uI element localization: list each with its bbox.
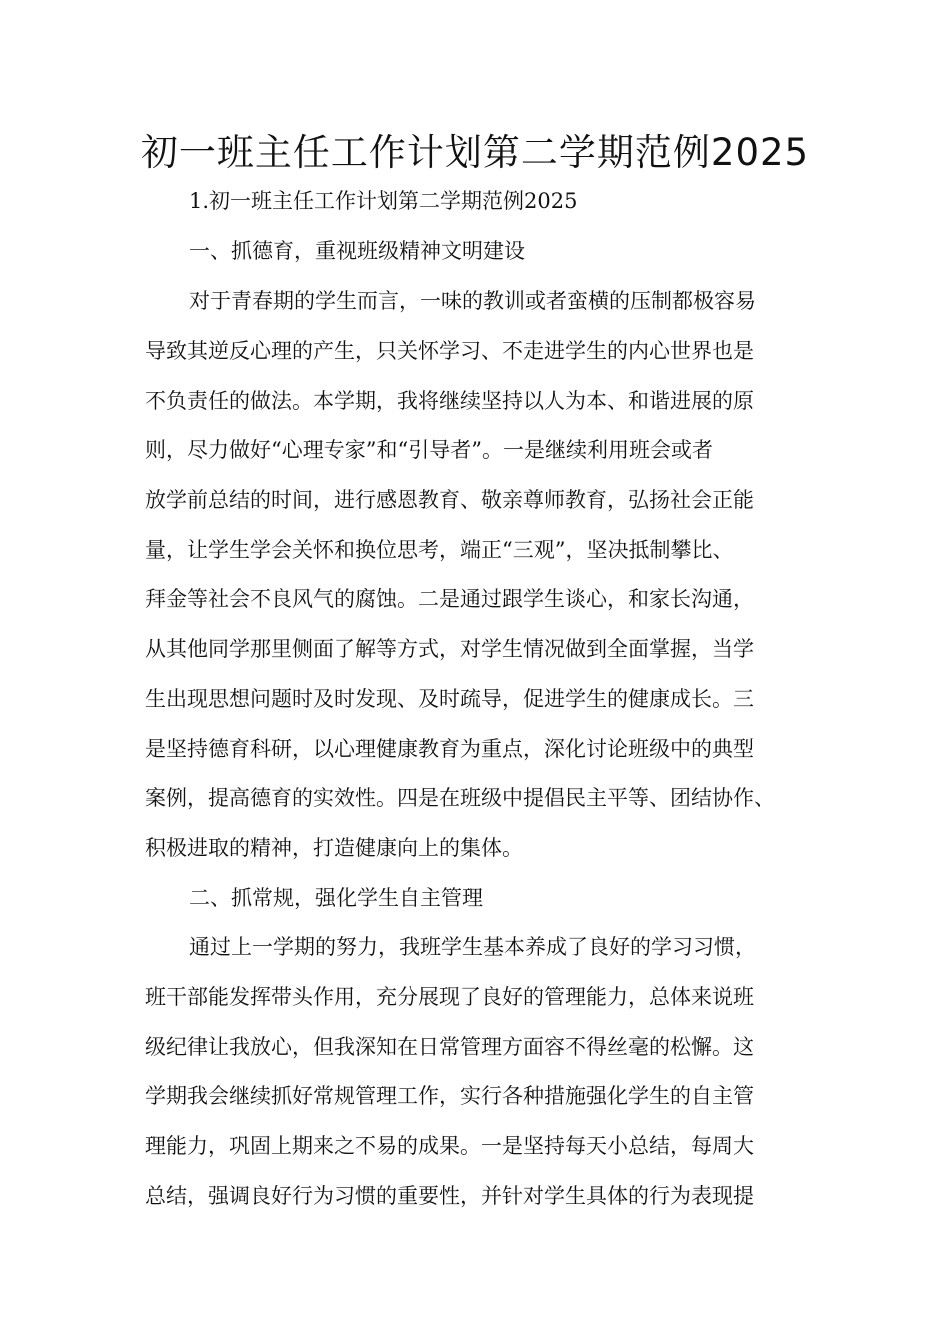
- section-heading-2: 二、抓常规，强化学生自主管理: [189, 886, 483, 910]
- paragraph-line: 从其他同学那里侧面了解等方式，对学生情况做到全面掌握，当学: [145, 637, 754, 661]
- paragraph-line: 是坚持德育科研，以心理健康教育为重点，深化讨论班级中的典型: [145, 737, 754, 761]
- document-title: 初一班主任工作计划第二学期范例2025: [140, 131, 810, 174]
- paragraph-line: 则，尽力做好“心理专家”和“引导者”。一是继续利用班会或者: [145, 438, 713, 462]
- paragraph-line: 拜金等社会不良风气的腐蚀。二是通过跟学生谈心，和家长沟通，: [145, 587, 754, 611]
- paragraph-line: 班干部能发挥带头作用，充分展现了良好的管理能力，总体来说班: [145, 985, 754, 1009]
- subtitle-line: 1.初一班主任工作计划第二学期范例2025: [189, 189, 578, 213]
- paragraph-line: 不负责任的做法。本学期，我将继续坚持以人为本、和谐进展的原: [145, 389, 754, 413]
- paragraph-line: 生出现思想问题时及时发现、及时疏导，促进学生的健康成长。三: [145, 687, 754, 711]
- paragraph-line: 理能力，巩固上期来之不易的成果。一是坚持每天小总结，每周大: [145, 1134, 754, 1158]
- paragraph-line: 对于青春期的学生而言，一味的教训或者蛮横的压制都极容易: [189, 289, 756, 313]
- paragraph-line: 量，让学生学会关怀和换位思考，端正“三观”，坚决抵制攀比、: [145, 538, 734, 562]
- paragraph-line: 放学前总结的时间，进行感恩教育、敬亲尊师教育，弘扬社会正能: [145, 488, 754, 512]
- paragraph-line: 案例，提高德育的实效性。四是在班级中提倡民主平等、团结协作、: [145, 786, 775, 810]
- paragraph-line: 积极进取的精神，打造健康向上的集体。: [145, 836, 523, 860]
- paragraph-line: 学期我会继续抓好常规管理工作，实行各种措施强化学生的自主管: [145, 1084, 754, 1108]
- paragraph-line: 导致其逆反心理的产生，只关怀学习、不走进学生的内心世界也是: [145, 339, 754, 363]
- paragraph-line: 级纪律让我放心，但我深知在日常管理方面容不得丝毫的松懈。这: [145, 1035, 754, 1059]
- paragraph-line: 通过上一学期的努力，我班学生基本养成了良好的学习习惯，: [189, 935, 756, 959]
- paragraph-line: 总结，强调良好行为习惯的重要性，并针对学生具体的行为表现提: [145, 1184, 754, 1208]
- section-heading-1: 一、抓德育，重视班级精神文明建设: [189, 239, 525, 263]
